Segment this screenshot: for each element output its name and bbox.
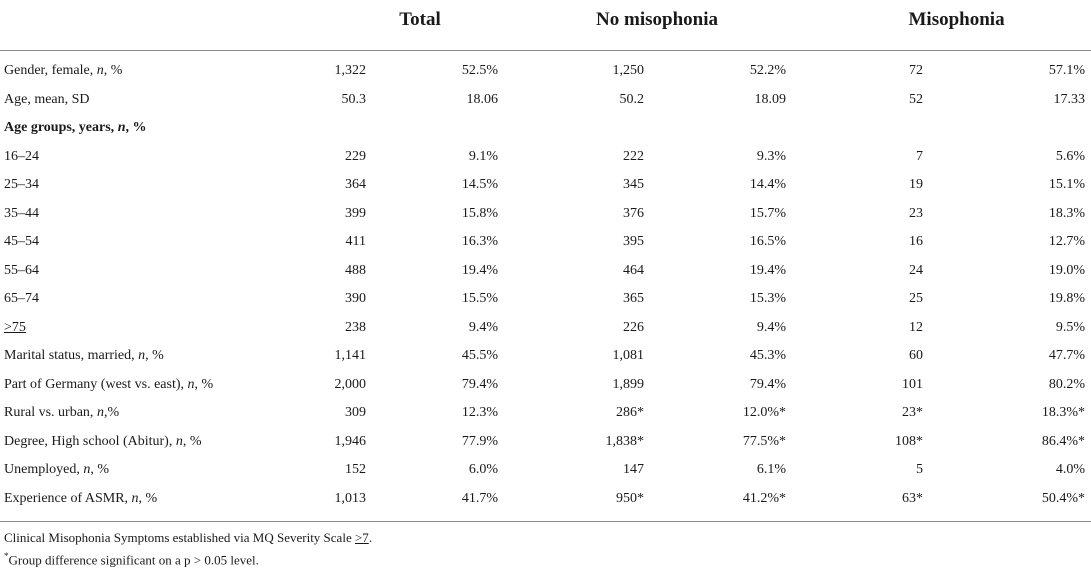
table-cell-percent: 77.9%	[461, 433, 499, 449]
table-row-label: Part of Germany (west vs. east), n, %	[4, 376, 214, 392]
table-cell-count: 1,013	[296, 485, 366, 522]
table-cell-percent: 18.09	[754, 91, 787, 107]
table-cell-count: 226	[623, 319, 645, 335]
table-cell-count: 23*	[902, 405, 924, 421]
table-cell-percent: 14.4%	[749, 177, 787, 193]
table-cell-percent: 15.5%	[461, 291, 499, 307]
table-cell-percent: 45.3%	[749, 348, 787, 364]
table-cell-count: 1,081	[612, 348, 645, 364]
table-cell-count: 1,250	[612, 63, 645, 79]
footnote-asterisk: *	[4, 551, 9, 561]
table-row-label: Unemployed, n, %	[4, 462, 109, 478]
table-footnotes	[4, 528, 372, 569]
header-misophonia: Misophonia	[792, 0, 1091, 51]
table-cell-count: 488	[345, 262, 366, 278]
table-row	[0, 342, 1091, 371]
table-cell-percent: 9.5%	[1055, 319, 1086, 335]
table-cell-count: 7	[916, 148, 924, 164]
table-row-label: 45–54	[4, 234, 39, 250]
table-cell-count: 1,141	[334, 348, 366, 364]
table-row	[0, 485, 1091, 522]
table-row	[0, 86, 1091, 115]
table-cell-count: 286*	[616, 405, 645, 421]
table-cell-percent: 19.8%	[1048, 291, 1086, 307]
table-cell-percent: 14.5%	[461, 177, 499, 193]
table-cell-percent: 18.06	[466, 91, 499, 107]
table-cell-percent: 16.5%	[749, 234, 787, 250]
table-cell-count: 365	[623, 291, 645, 307]
table-cell-count: 12	[909, 319, 924, 335]
table-cell-count: 63*	[792, 485, 923, 522]
table-cell-percent: 9.3%	[756, 148, 787, 164]
table-cell-percent	[366, 114, 504, 143]
table-cell-count: 60	[909, 348, 924, 364]
table-cell-count: 50.3	[341, 91, 366, 107]
table-cell-count: 25	[909, 291, 924, 307]
table-cell-percent: 6.1%	[756, 462, 787, 478]
table-row-label: Gender, female, n, %	[4, 63, 123, 79]
table-cell-count: 238	[345, 319, 366, 335]
table-row	[0, 114, 1091, 143]
table-cell-count	[504, 114, 644, 143]
table-cell-percent: 6.0%	[468, 462, 499, 478]
table-row-label: Age, mean, SD	[4, 91, 90, 107]
table-cell-count: 19	[909, 177, 924, 193]
table-row	[0, 428, 1091, 457]
table-cell-count: 222	[623, 148, 645, 164]
table-cell-percent: 19.4%	[749, 262, 787, 278]
table-cell-percent: 57.1%	[1048, 63, 1086, 79]
table-cell-percent: 79.4%	[749, 376, 787, 392]
footnote-clinical-threshold: >7	[354, 530, 369, 545]
table-cell-count	[792, 114, 923, 143]
table-cell-count: 2,000	[334, 376, 366, 392]
table-cell-percent: 9.4%	[468, 319, 499, 335]
table-cell-count: 464	[623, 262, 645, 278]
table-row-label: 25–34	[4, 177, 39, 193]
table-row-label: 35–44	[4, 205, 39, 221]
table-cell-count: 1,946	[334, 433, 366, 449]
table-cell-count: 24	[909, 262, 924, 278]
table-section-label: Age groups, years, n, %	[4, 120, 147, 136]
table-cell-count: 16	[909, 234, 924, 250]
table-row	[0, 200, 1091, 229]
table-row-label: 55–64	[4, 262, 39, 278]
table-cell-percent: 80.2%	[1048, 376, 1086, 392]
table-cell-count: 1,322	[334, 63, 366, 79]
table-cell-percent: 50.4%*	[923, 485, 1091, 522]
table-cell-percent: 9.1%	[468, 148, 499, 164]
table-cell-percent: 15.3%	[749, 291, 787, 307]
table-row-label: Degree, High school (Abitur), n, %	[4, 433, 202, 449]
table-cell-percent	[923, 114, 1091, 143]
table-cell-count: 376	[623, 205, 645, 221]
table-cell-percent: 18.3%	[1048, 205, 1086, 221]
table-cell-count: 23	[909, 205, 924, 221]
table-cell-count: 147	[623, 462, 645, 478]
table-cell-percent	[644, 114, 792, 143]
table-cell-count: 1,899	[612, 376, 645, 392]
table-row-label: Marital status, married, n, %	[4, 348, 164, 364]
table-cell-count: 950*	[504, 485, 644, 522]
table-cell-count: 364	[345, 177, 366, 193]
table-row-label: Rural vs. urban, n,%	[4, 405, 120, 421]
table-cell-percent: 15.8%	[461, 205, 499, 221]
table-header-row	[0, 0, 1091, 51]
table-cell-percent: 41.2%*	[644, 485, 792, 522]
table-cell-percent: 52.2%	[749, 63, 787, 79]
table-cell-count	[296, 114, 366, 143]
table-cell-percent: 4.0%	[1055, 462, 1086, 478]
header-label-column	[0, 0, 296, 51]
footnote-clinical-text: Clinical Misophonia Symptoms established via MQ Severity Scale	[4, 530, 355, 545]
table-row	[0, 257, 1091, 286]
table-row	[0, 51, 1091, 86]
table-cell-count: 390	[345, 291, 366, 307]
table-body	[0, 51, 1091, 522]
table-row	[0, 399, 1091, 428]
table-cell-count: 395	[623, 234, 645, 250]
table-cell-percent: 52.5%	[461, 63, 499, 79]
table-row	[0, 456, 1091, 485]
table-cell-percent: 15.1%	[1048, 177, 1086, 193]
table-row	[0, 371, 1091, 400]
table-cell-percent: 86.4%*	[1041, 433, 1086, 449]
table-cell-percent: 15.7%	[749, 205, 787, 221]
table-cell-percent: 12.0%*	[742, 405, 787, 421]
table-cell-percent: 79.4%	[461, 376, 499, 392]
table-row-label: Experience of ASMR, n, %	[0, 485, 296, 522]
table-cell-percent: 19.4%	[461, 262, 499, 278]
table-cell-count: 309	[345, 405, 366, 421]
table-cell-count: 1,838*	[605, 433, 645, 449]
footnote-significance	[4, 547, 372, 569]
table-cell-percent: 5.6%	[1055, 148, 1086, 164]
table-row	[0, 228, 1091, 257]
table-cell-count: 399	[345, 205, 366, 221]
footnote-significance-text: Group difference significant on a p > 0.05 level.	[8, 552, 259, 568]
table-cell-percent: 16.3%	[461, 234, 499, 250]
table-cell-percent: 45.5%	[461, 348, 499, 364]
table-cell-percent: 9.4%	[756, 319, 787, 335]
header-total: Total	[296, 0, 504, 51]
table-cell-count: 345	[623, 177, 645, 193]
table-cell-percent: 77.5%*	[742, 433, 787, 449]
footnote-clinical: Clinical Misophonia Symptoms established via MQ Severity Scale >7.	[4, 530, 373, 545]
table-cell-percent: 17.33	[1053, 91, 1086, 107]
table-row	[0, 314, 1091, 343]
table-cell-count: 5	[916, 462, 924, 478]
table-cell-count: 50.2	[619, 91, 645, 107]
table-cell-percent: 41.7%	[366, 485, 504, 522]
table-cell-count: 152	[345, 462, 366, 478]
table-row-label: 65–74	[4, 291, 39, 307]
table-cell-count: 72	[909, 63, 924, 79]
table-cell-percent: 12.7%	[1048, 234, 1086, 250]
table-cell-count: 52	[909, 91, 924, 107]
table-cell-percent: 12.3%	[461, 405, 499, 421]
table-row	[0, 143, 1091, 172]
table-cell-count: 229	[345, 148, 366, 164]
table-cell-count: 411	[345, 234, 366, 250]
table-row-label: >75	[4, 319, 26, 335]
table-row-label: 16–24	[4, 148, 39, 164]
table-row	[0, 171, 1091, 200]
table-cell-percent: 18.3%*	[1041, 405, 1086, 421]
table-cell-count: 101	[902, 376, 924, 392]
table-cell-count: 108*	[895, 433, 924, 449]
header-no-misophonia: No misophonia	[504, 0, 792, 51]
table-cell-percent: 19.0%	[1048, 262, 1086, 278]
table-row	[0, 285, 1091, 314]
table-cell-percent: 47.7%	[1048, 348, 1086, 364]
